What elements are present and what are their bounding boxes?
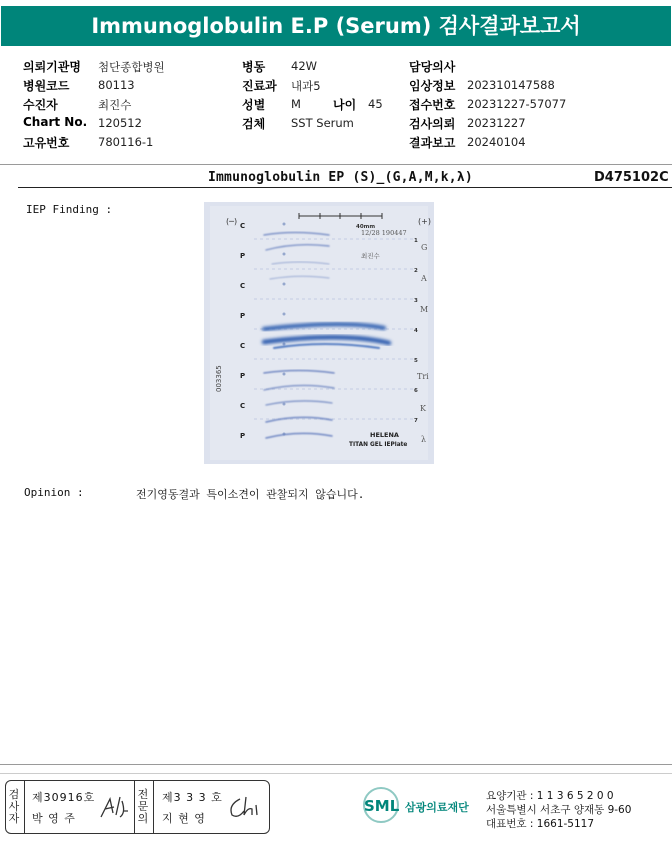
- patient-info: [0, 52, 672, 164]
- specialist-label: 전 문 의: [137, 788, 149, 825]
- lane-mark: P: [240, 312, 246, 320]
- report-date-label: 결과보고: [409, 136, 456, 150]
- hospital-value: 첨단종합병원: [98, 60, 165, 74]
- divider-bottom: [0, 764, 672, 765]
- test-name: Immunoglobulin EP (S)_(G,A,M,k,λ): [208, 170, 473, 185]
- org-name: 삼광의료재단: [405, 801, 469, 814]
- request-date-value: 20231227: [467, 116, 526, 130]
- org-address: 서울특별시 서초구 양재동 9-60: [486, 804, 632, 816]
- specialist-name: 지 현 영: [162, 812, 206, 825]
- signature-box: [5, 780, 270, 834]
- specialist-license: 제3 3 3 호: [162, 791, 223, 804]
- specialist-signature: [226, 793, 266, 821]
- hospital-label: 의뢰기관명: [23, 60, 81, 74]
- examiner-name: 박 영 주: [32, 812, 76, 825]
- lane-mark: C: [240, 402, 246, 410]
- divider-bottom-2: [0, 773, 672, 774]
- antiserum-name: M: [420, 305, 429, 314]
- patient-label: 수진자: [23, 98, 58, 112]
- ward-value: 42W: [291, 59, 318, 73]
- lane-mark: P: [240, 252, 246, 260]
- clinical-info-label: 임상정보: [409, 79, 456, 93]
- department-label: 진료과: [242, 79, 277, 93]
- antiserum-number: 6: [414, 388, 418, 394]
- antiserum-name: K: [420, 404, 426, 413]
- report-title: Immunoglobulin E.P (Serum) 검사결과보고서: [1, 6, 671, 46]
- antiserum-name: λ: [421, 435, 427, 444]
- antiserum-name: Tri: [417, 372, 429, 381]
- sml-logo-icon: [362, 785, 400, 825]
- antiserum-number: 5: [414, 358, 418, 364]
- gel-scale-label: 40mm: [356, 224, 376, 230]
- iep-gel-image: [204, 202, 434, 464]
- examiner-label: 검 사 자: [8, 788, 20, 825]
- specimen-label: 검체: [242, 117, 266, 131]
- report-date-value: 20240104: [467, 135, 526, 149]
- antiserum-number: 3: [414, 298, 418, 304]
- divider: [153, 781, 154, 833]
- divider-top: [0, 164, 672, 165]
- lane-mark: C: [240, 342, 246, 350]
- sex-label: 성별: [242, 98, 266, 112]
- gel-product: TITAN GEL IEPlate: [349, 442, 408, 448]
- divider: [134, 781, 135, 833]
- antiserum-number: 1: [414, 238, 418, 244]
- opinion-label: Opinion :: [24, 486, 84, 499]
- lane-mark: P: [240, 432, 246, 440]
- lane-mark: P: [240, 372, 246, 380]
- ward-label: 병동: [242, 60, 266, 74]
- chart-no-label: Chart No.: [23, 115, 88, 129]
- request-date-label: 검사의뢰: [409, 117, 456, 131]
- department-value: 내과5: [291, 79, 321, 93]
- clinical-info-value: 202310147588: [467, 78, 555, 92]
- opinion-text: 전기영동결과 특이소견이 관찰되지 않습니다.: [136, 488, 365, 501]
- gel-side-id: 003365: [215, 365, 223, 392]
- iep-finding-label: IEP Finding :: [26, 203, 113, 216]
- receipt-no-label: 접수번호: [409, 98, 456, 112]
- svg-text:SML: SML: [364, 797, 400, 815]
- divider-test: [18, 187, 672, 188]
- gel-patient: 최진수: [361, 252, 380, 260]
- unique-no-label: 고유번호: [23, 136, 70, 150]
- receipt-no-value: 20231227-57077: [467, 97, 567, 111]
- gel-brand: HELENA: [370, 431, 399, 439]
- patient-value: 최진수: [98, 98, 132, 112]
- age-label: 나이: [333, 98, 357, 112]
- unique-no-value: 780116-1: [98, 135, 154, 149]
- hospital-code-value: 80113: [98, 78, 135, 92]
- gel-plus-label: (+): [418, 217, 431, 226]
- gel-minus-label: (─): [226, 217, 238, 226]
- physician-label: 담당의사: [409, 60, 456, 74]
- org-phone: 대표번호 : 1661-5117: [486, 818, 595, 830]
- age-value: 45: [368, 97, 383, 111]
- hospital-code-label: 병원코드: [23, 79, 70, 93]
- org-code: 요양기관 : 1 1 3 6 5 2 0 0: [486, 790, 614, 802]
- antiserum-number: 7: [414, 418, 418, 424]
- sex-value: M: [291, 97, 301, 111]
- chart-no-value: 120512: [98, 116, 142, 130]
- antiserum-name: G: [421, 243, 428, 252]
- specimen-value: SST Serum: [291, 116, 354, 130]
- gel-svg: [204, 202, 434, 464]
- examiner-license: 제30916호: [32, 791, 96, 804]
- antiserum-name: A: [421, 274, 427, 283]
- antiserum-number: 4: [414, 328, 418, 334]
- test-code: D475102C: [594, 170, 669, 185]
- antiserum-number: 2: [414, 268, 418, 274]
- lane-mark: C: [240, 282, 246, 290]
- gel-stamp: 12/28 190447: [361, 229, 407, 237]
- lane-mark: C: [240, 222, 246, 230]
- divider: [24, 781, 25, 833]
- examiner-signature: [98, 793, 130, 821]
